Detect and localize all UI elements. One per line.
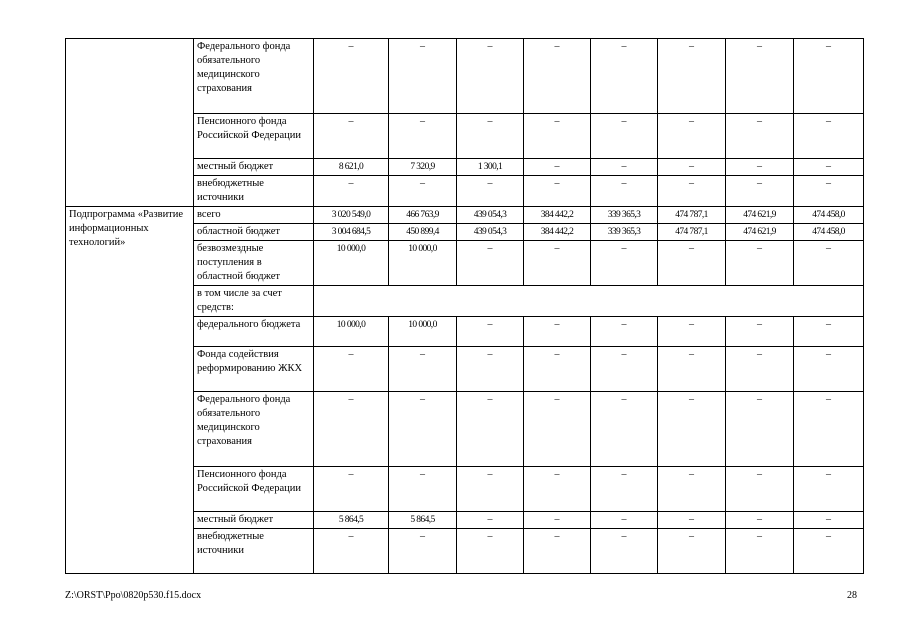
value-cell: –: [591, 529, 658, 574]
row-label: местный бюджет: [194, 159, 314, 176]
value-cell: –: [524, 39, 591, 114]
value-cell: –: [389, 39, 457, 114]
value-cell: –: [314, 529, 389, 574]
row-label: Пенсионного фонда Российской Федерации: [194, 467, 314, 512]
value-cell: –: [457, 241, 524, 286]
value-cell: –: [314, 392, 389, 467]
value-cell: –: [389, 392, 457, 467]
value-cell: 474 787,1: [658, 224, 726, 241]
value-cell: –: [658, 529, 726, 574]
value-cell: –: [314, 347, 389, 392]
value-cell: 10 000,0: [314, 241, 389, 286]
value-cell: –: [794, 114, 864, 159]
budget-table: [65, 38, 864, 574]
value-cell: –: [524, 176, 591, 207]
value-cell: –: [591, 39, 658, 114]
value-cell: 450 899,4: [389, 224, 457, 241]
value-cell: –: [524, 241, 591, 286]
table-row: [66, 39, 864, 114]
value-cell: –: [524, 392, 591, 467]
value-cell: 339 365,3: [591, 207, 658, 224]
empty-program-cell: [66, 39, 194, 207]
table-row: [66, 207, 864, 224]
value-cell: 384 442,2: [524, 224, 591, 241]
value-cell: –: [457, 392, 524, 467]
value-cell: –: [457, 176, 524, 207]
value-cell: –: [794, 512, 864, 529]
value-cell: 384 442,2: [524, 207, 591, 224]
value-cell: –: [658, 114, 726, 159]
value-cell: –: [794, 176, 864, 207]
row-label: областной бюджет: [194, 224, 314, 241]
row-label: Федерального фонда обязательного медицинского страхования: [194, 39, 314, 114]
section-label: в том числе за счет средств:: [194, 286, 314, 317]
value-cell: 474 787,1: [658, 207, 726, 224]
value-cell: –: [457, 39, 524, 114]
value-cell: 10 000,0: [389, 317, 457, 347]
value-cell: 339 365,3: [591, 224, 658, 241]
value-cell: –: [524, 347, 591, 392]
value-cell: –: [457, 114, 524, 159]
value-cell: –: [591, 114, 658, 159]
value-cell: 3 020 549,0: [314, 207, 389, 224]
value-cell: 466 763,9: [389, 207, 457, 224]
value-cell: –: [524, 317, 591, 347]
value-cell: –: [591, 159, 658, 176]
value-cell: –: [457, 317, 524, 347]
value-cell: –: [524, 159, 591, 176]
value-cell: –: [726, 392, 794, 467]
value-cell: –: [591, 317, 658, 347]
value-cell: –: [794, 317, 864, 347]
value-cell: –: [314, 467, 389, 512]
value-cell: 439 054,3: [457, 207, 524, 224]
value-cell: –: [658, 467, 726, 512]
value-cell: –: [658, 392, 726, 467]
value-cell: –: [658, 176, 726, 207]
value-cell: –: [457, 512, 524, 529]
value-cell: –: [794, 241, 864, 286]
value-cell: –: [457, 529, 524, 574]
value-cell: –: [389, 176, 457, 207]
value-cell: –: [794, 347, 864, 392]
value-cell: –: [591, 176, 658, 207]
value-cell: –: [591, 392, 658, 467]
value-cell: –: [726, 39, 794, 114]
value-cell: –: [658, 347, 726, 392]
value-cell: –: [726, 467, 794, 512]
row-label: всего: [194, 207, 314, 224]
value-cell: –: [457, 467, 524, 512]
value-cell: 10 000,0: [314, 317, 389, 347]
value-cell: –: [389, 347, 457, 392]
value-cell: 10 000,0: [389, 241, 457, 286]
value-cell: –: [524, 529, 591, 574]
value-cell: –: [726, 347, 794, 392]
value-cell: –: [389, 467, 457, 512]
value-cell: 5 864,5: [389, 512, 457, 529]
value-cell: –: [314, 114, 389, 159]
value-cell: –: [389, 114, 457, 159]
value-cell: –: [726, 159, 794, 176]
value-cell: 474 621,9: [726, 207, 794, 224]
row-label: Федерального фонда обязательного медицинского страхования: [194, 392, 314, 467]
row-label: Пенсионного фонда Российской Федерации: [194, 114, 314, 159]
value-cell: –: [794, 159, 864, 176]
value-cell: –: [658, 317, 726, 347]
value-cell: –: [591, 512, 658, 529]
value-cell: –: [726, 317, 794, 347]
value-cell: –: [726, 512, 794, 529]
value-cell: 474 621,9: [726, 224, 794, 241]
value-cell: –: [726, 114, 794, 159]
value-cell: –: [658, 512, 726, 529]
section-spacer: [314, 286, 864, 317]
value-cell: –: [314, 176, 389, 207]
value-cell: –: [314, 39, 389, 114]
row-label: Фонда содействия реформированию ЖКХ: [194, 347, 314, 392]
row-label: внебюджетные источники: [194, 176, 314, 207]
value-cell: 5 864,5: [314, 512, 389, 529]
value-cell: –: [658, 159, 726, 176]
footer-file-path: Z:\ORST\Ppo\0820p530.f15.docx: [65, 590, 202, 601]
row-label: местный бюджет: [194, 512, 314, 529]
value-cell: –: [591, 347, 658, 392]
page-number: 28: [847, 590, 857, 601]
value-cell: –: [726, 241, 794, 286]
value-cell: 7 320,9: [389, 159, 457, 176]
value-cell: –: [389, 529, 457, 574]
value-cell: 3 004 684,5: [314, 224, 389, 241]
value-cell: –: [591, 241, 658, 286]
row-label: федерального бюджета: [194, 317, 314, 347]
value-cell: –: [794, 392, 864, 467]
value-cell: –: [726, 176, 794, 207]
row-label: внебюджетные источники: [194, 529, 314, 574]
value-cell: 439 054,3: [457, 224, 524, 241]
value-cell: 474 458,0: [794, 224, 864, 241]
value-cell: 474 458,0: [794, 207, 864, 224]
value-cell: –: [726, 529, 794, 574]
value-cell: –: [794, 39, 864, 114]
value-cell: –: [591, 467, 658, 512]
value-cell: –: [794, 467, 864, 512]
value-cell: 1 300,1: [457, 159, 524, 176]
value-cell: –: [457, 347, 524, 392]
value-cell: –: [658, 39, 726, 114]
value-cell: 8 621,0: [314, 159, 389, 176]
row-label: безвозмездные поступления в областной бюджет: [194, 241, 314, 286]
value-cell: –: [524, 114, 591, 159]
value-cell: –: [524, 467, 591, 512]
value-cell: –: [658, 241, 726, 286]
program-name: Подпрограмма «Развитие информационных технологий»: [66, 207, 194, 574]
value-cell: –: [794, 529, 864, 574]
value-cell: –: [524, 512, 591, 529]
